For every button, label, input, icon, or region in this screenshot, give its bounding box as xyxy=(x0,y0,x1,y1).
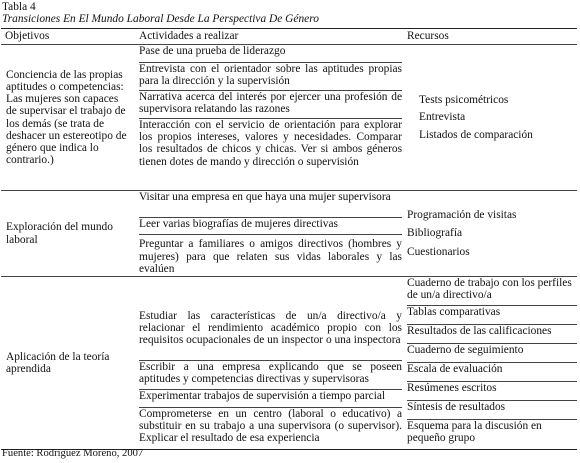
activity-item: Comprometerse en un centro (laboral o educativo) a substituir en su trabajo a una supervisora (o supervisor). Explicar el resultado de esa experiencia xyxy=(139,408,402,445)
resource-item: Entrevista xyxy=(419,111,466,124)
resource-item: Resúmenes escritos xyxy=(407,382,577,401)
activity-item: Estudiar las características de un/a directivo/a y relacionar el rendimiento académico propio con los requisitos ocupacionales de un inspector o una inspectora xyxy=(139,308,402,361)
resource-item: Cuestionarios xyxy=(407,245,470,258)
activity-item: Escribir a una empresa explicando que se poseen aptitudes y competencias directivas y supervisoras xyxy=(139,361,402,390)
resources-cell xyxy=(405,191,577,276)
activities-table xyxy=(1,28,577,450)
activities-cell xyxy=(135,45,405,190)
activity-item: Preguntar a familiares o amigos directivos (hombres y mujeres) para que relaten sus vidas laborales y las evalúen xyxy=(139,238,402,275)
table-title: Transiciones En El Mundo Laboral Desde La Perspectiva De Género xyxy=(2,13,319,25)
resource-item: Escala de evaluación xyxy=(407,363,577,382)
activity-item: Pase de una prueba de liderazgo xyxy=(139,45,402,63)
table-header-row xyxy=(1,29,577,45)
objective-text: Conciencia de las propias aptitudes o competencias: Las mujeres son capaces de supervisar el trabajo de los demás (se trata de deshacer un estereotipo de género que indica lo contrario.) xyxy=(6,68,127,167)
header-recursos: Recursos xyxy=(407,30,449,42)
resources-cell xyxy=(405,45,577,190)
resource-item: Bibliografía xyxy=(407,227,463,240)
resource-item: Tests psicométricos xyxy=(419,94,509,107)
resource-item: Cuaderno de trabajo con los perfiles de un/a directivo/a xyxy=(407,277,577,306)
table-label: Tabla 4 xyxy=(2,1,36,13)
resource-item: Resultados de las calificaciones xyxy=(407,325,577,344)
activity-item: Narrativa acerca del interés por ejercer una profesión de supervisora relatando las razones xyxy=(139,91,402,119)
objective-text: Exploración del mundo laboral xyxy=(6,221,113,246)
resource-item: Cuaderno de seguimiento xyxy=(407,344,577,363)
objective-cell xyxy=(1,277,135,449)
resource-item: Listados de comparación xyxy=(419,128,533,141)
objective-cell xyxy=(1,45,135,190)
header-actividades: Actividades a realizar xyxy=(139,30,239,42)
resource-item: Programación de visitas xyxy=(407,209,517,222)
objective-text: Aplicación de la teoría aprendida xyxy=(6,350,110,375)
section-conciencia xyxy=(1,45,577,191)
activity-item: Interacción con el servicio de orientación para explorar los propios intereses, valores y necesidades. Comparar los resultados de chicos y chicas. Ver si ambos géneros tienen dotes de mando y dirección o supervisión xyxy=(139,119,402,168)
resource-item: Esquema para la discusión en pequeño grupo xyxy=(407,420,542,445)
activity-item: Leer varias biografías de mujeres directivas xyxy=(139,218,402,236)
activities-cell xyxy=(135,191,405,276)
header-objetivos: Objetivos xyxy=(5,30,50,42)
resource-item: Síntesis de resultados xyxy=(407,401,577,420)
activity-item: Experimentar trabajos de supervisión a tiempo parcial xyxy=(139,390,402,408)
objective-cell xyxy=(1,191,135,276)
section-exploracion xyxy=(1,191,577,277)
resource-item: Tablas comparativas xyxy=(407,306,577,325)
resources-cell xyxy=(405,277,577,449)
activities-cell xyxy=(135,277,405,449)
activity-item: Visitar una empresa en que haya una mujer supervisora xyxy=(139,191,402,218)
section-aplicacion xyxy=(1,277,577,449)
source-note: Fuente: Rodríguez Moreno, 2007 xyxy=(2,448,144,459)
activity-item: Entrevista con el orientador sobre las aptitudes propias para la dirección y la supervisión xyxy=(139,63,402,91)
